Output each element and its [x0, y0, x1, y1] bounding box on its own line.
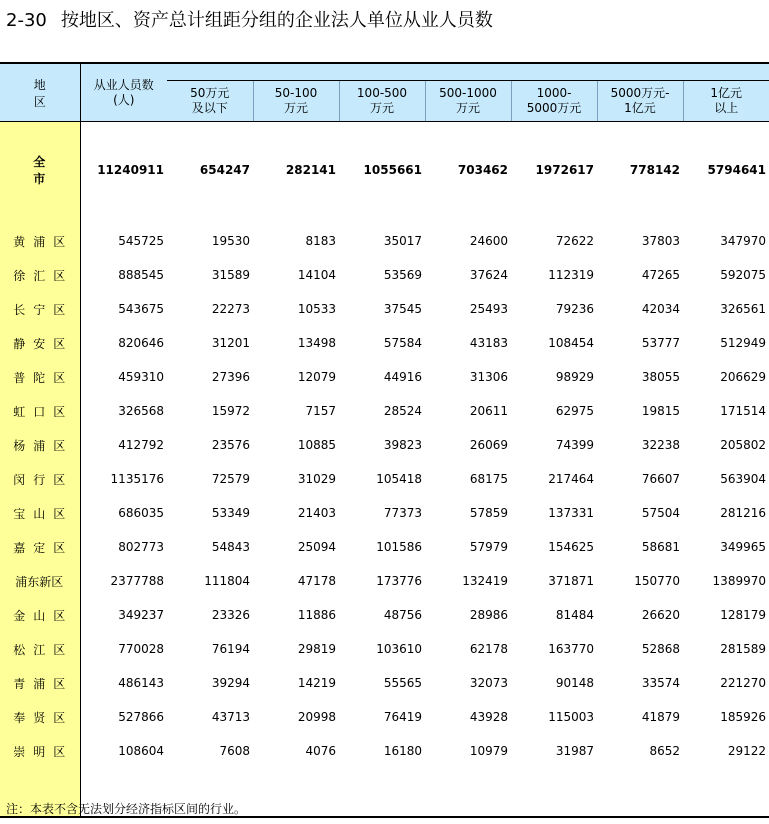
value-cell: 53569 [383, 268, 422, 282]
value-cell: 686035 [118, 506, 164, 520]
value-cell: 347970 [720, 234, 766, 248]
table-title-text: 按地区、资产总计组距分组的企业法人单位从业人员数 [60, 10, 493, 31]
value-cell: 7608 [219, 744, 250, 758]
value-cell: 115003 [548, 710, 594, 724]
region-name: 宝山区 [0, 496, 80, 530]
region-name: 普陀区 [0, 360, 80, 394]
value-cell: 47178 [297, 574, 336, 588]
value-cell: 12079 [297, 370, 336, 384]
value-cell: 412792 [118, 438, 164, 452]
value-cell: 81484 [555, 608, 594, 622]
value-cell: 27396 [211, 370, 250, 384]
value-cell: 281216 [720, 506, 766, 520]
table-row [0, 700, 769, 734]
value-cell: 326568 [118, 404, 164, 418]
region-name: 长宁区 [0, 292, 80, 326]
data-table [0, 62, 769, 818]
value-cell: 459310 [118, 370, 164, 384]
table-row [0, 326, 769, 360]
value-cell: 47265 [641, 268, 680, 282]
table-row [0, 564, 769, 598]
value-cell: 10533 [297, 302, 336, 316]
value-cell: 22273 [211, 302, 250, 316]
value-cell: 16180 [383, 744, 422, 758]
total-row [0, 122, 769, 219]
value-cell: 4076 [305, 744, 336, 758]
value-cell: 25094 [297, 540, 336, 554]
value-cell: 57859 [469, 506, 508, 520]
value-cell: 43713 [211, 710, 250, 724]
region-name: 浦东新区 [0, 564, 80, 598]
value-cell: 20611 [469, 404, 508, 418]
value-cell: 72579 [211, 472, 250, 486]
header-group-cell: 100-500 万元 [339, 81, 425, 122]
value-cell: 545725 [118, 234, 164, 248]
value-cell: 137331 [548, 506, 594, 520]
header-group-cell: 1000- 5000万元 [511, 81, 597, 122]
header-employees-line1: 从业人员数 [93, 77, 154, 92]
value-cell: 592075 [720, 268, 766, 282]
value-cell: 44916 [383, 370, 422, 384]
value-cell: 90148 [555, 676, 594, 690]
value-cell: 281589 [720, 642, 766, 656]
value-cell: 206629 [720, 370, 766, 384]
value-cell: 103610 [376, 642, 422, 656]
value-cell: 62178 [469, 642, 508, 656]
value-cell: 543675 [118, 302, 164, 316]
table-row [0, 224, 769, 258]
value-cell: 11240911 [97, 163, 164, 177]
value-cell: 217464 [548, 472, 594, 486]
header-group-cell: 5000万元- 1亿元 [597, 81, 683, 122]
value-cell: 76419 [383, 710, 422, 724]
table-row [0, 394, 769, 428]
value-cell: 52868 [641, 642, 680, 656]
value-cell: 101586 [376, 540, 422, 554]
table-row [0, 258, 769, 292]
value-cell: 74399 [555, 438, 594, 452]
region-name: 青浦区 [0, 666, 80, 700]
header-region: 地 区 [0, 63, 80, 122]
value-cell: 703462 [457, 163, 508, 177]
value-cell: 25493 [469, 302, 508, 316]
value-cell: 29819 [297, 642, 336, 656]
value-cell: 154625 [548, 540, 594, 554]
value-cell: 19530 [211, 234, 250, 248]
value-cell: 39823 [383, 438, 422, 452]
value-cell: 2377788 [110, 574, 164, 588]
value-cell: 486143 [118, 676, 164, 690]
value-cell: 31589 [211, 268, 250, 282]
value-cell: 37545 [383, 302, 422, 316]
value-cell: 1055661 [363, 163, 422, 177]
value-cell: 770028 [118, 642, 164, 656]
value-cell: 150770 [634, 574, 680, 588]
value-cell: 112319 [548, 268, 594, 282]
value-cell: 111804 [204, 574, 250, 588]
value-cell: 14219 [297, 676, 336, 690]
value-cell: 282141 [285, 163, 336, 177]
value-cell: 171514 [720, 404, 766, 418]
value-cell: 105418 [376, 472, 422, 486]
value-cell: 43183 [469, 336, 508, 350]
value-cell: 20998 [297, 710, 336, 724]
table-row [0, 666, 769, 700]
value-cell: 39294 [211, 676, 250, 690]
value-cell: 185926 [720, 710, 766, 724]
header-group-cell: 50万元 及以下 [167, 81, 253, 122]
region-name: 虹口区 [0, 394, 80, 428]
value-cell: 42034 [641, 302, 680, 316]
region-name: 奉贤区 [0, 700, 80, 734]
value-cell: 58681 [641, 540, 680, 554]
table-number: 2-30 [6, 10, 47, 31]
value-cell: 173776 [376, 574, 422, 588]
value-cell: 37803 [641, 234, 680, 248]
value-cell: 1135176 [110, 472, 164, 486]
value-cell: 10885 [297, 438, 336, 452]
value-cell: 26620 [641, 608, 680, 622]
value-cell: 32238 [641, 438, 680, 452]
value-cell: 349965 [720, 540, 766, 554]
value-cell: 57979 [469, 540, 508, 554]
value-cell: 11886 [297, 608, 336, 622]
value-cell: 32073 [469, 676, 508, 690]
value-cell: 54843 [211, 540, 250, 554]
value-cell: 802773 [118, 540, 164, 554]
table-row [0, 496, 769, 530]
table-note: 注：本表不含无法划分经济指标区间的行业。 [6, 802, 247, 816]
value-cell: 62975 [555, 404, 594, 418]
value-cell: 820646 [118, 336, 164, 350]
header-group-cell: 500-1000 万元 [425, 81, 511, 122]
region-name: 静安区 [0, 326, 80, 360]
value-cell: 132419 [462, 574, 508, 588]
value-cell: 57504 [641, 506, 680, 520]
region-name: 黄浦区 [0, 224, 80, 258]
value-cell: 15972 [211, 404, 250, 418]
value-cell: 563904 [720, 472, 766, 486]
value-cell: 527866 [118, 710, 164, 724]
value-cell: 23326 [211, 608, 250, 622]
value-cell: 1389970 [712, 574, 766, 588]
value-cell: 19815 [641, 404, 680, 418]
region-name: 全市 [0, 122, 80, 219]
value-cell: 38055 [641, 370, 680, 384]
value-cell: 778142 [629, 163, 680, 177]
table-row [0, 462, 769, 496]
value-cell: 13498 [297, 336, 336, 350]
value-cell: 53777 [641, 336, 680, 350]
value-cell: 23576 [211, 438, 250, 452]
region-name: 松江区 [0, 632, 80, 666]
value-cell: 108454 [548, 336, 594, 350]
table-row [0, 734, 769, 768]
value-cell: 79236 [555, 302, 594, 316]
value-cell: 77373 [383, 506, 422, 520]
table-row [0, 428, 769, 462]
value-cell: 205802 [720, 438, 766, 452]
value-cell: 28986 [469, 608, 508, 622]
value-cell: 349237 [118, 608, 164, 622]
region-name: 杨浦区 [0, 428, 80, 462]
value-cell: 68175 [469, 472, 508, 486]
region-name: 嘉定区 [0, 530, 80, 564]
value-cell: 55565 [383, 676, 422, 690]
value-cell: 7157 [305, 404, 336, 418]
value-cell: 163770 [548, 642, 594, 656]
value-cell: 76194 [211, 642, 250, 656]
value-cell: 108604 [118, 744, 164, 758]
region-name: 崇明区 [0, 734, 80, 768]
value-cell: 888545 [118, 268, 164, 282]
value-cell: 21403 [297, 506, 336, 520]
value-cell: 43928 [469, 710, 508, 724]
value-cell: 31029 [297, 472, 336, 486]
header-group-cell: 50-100 万元 [253, 81, 339, 122]
value-cell: 26069 [469, 438, 508, 452]
value-cell: 57584 [383, 336, 422, 350]
header-employees [80, 63, 167, 122]
table-row [0, 598, 769, 632]
value-cell: 8652 [649, 744, 680, 758]
header-group-span [167, 63, 769, 81]
value-cell: 98929 [555, 370, 594, 384]
value-cell: 371871 [548, 574, 594, 588]
value-cell: 128179 [720, 608, 766, 622]
value-cell: 41879 [641, 710, 680, 724]
value-cell: 512949 [720, 336, 766, 350]
table-row [0, 632, 769, 666]
value-cell: 14104 [297, 268, 336, 282]
value-cell: 37624 [469, 268, 508, 282]
header-employees-line2: (人) [113, 92, 135, 107]
value-cell: 53349 [211, 506, 250, 520]
region-name: 徐汇区 [0, 258, 80, 292]
value-cell: 31201 [211, 336, 250, 350]
value-cell: 10979 [469, 744, 508, 758]
value-cell: 35017 [383, 234, 422, 248]
table-row [0, 530, 769, 564]
value-cell: 48756 [383, 608, 422, 622]
value-cell: 5794641 [707, 163, 766, 177]
value-cell: 8183 [305, 234, 336, 248]
value-cell: 326561 [720, 302, 766, 316]
value-cell: 28524 [383, 404, 422, 418]
table-title [6, 6, 493, 32]
value-cell: 221270 [720, 676, 766, 690]
region-name: 金山区 [0, 598, 80, 632]
value-cell: 654247 [199, 163, 250, 177]
header-row-top [0, 63, 769, 81]
table-row [0, 292, 769, 326]
header-group-cell: 1亿元 以上 [683, 81, 769, 122]
value-cell: 76607 [641, 472, 680, 486]
value-cell: 31306 [469, 370, 508, 384]
region-name: 闵行区 [0, 462, 80, 496]
value-cell: 33574 [641, 676, 680, 690]
value-cell: 29122 [727, 744, 766, 758]
value-cell: 31987 [555, 744, 594, 758]
value-cell: 1972617 [535, 163, 594, 177]
table-row [0, 360, 769, 394]
value-cell: 72622 [555, 234, 594, 248]
value-cell: 24600 [469, 234, 508, 248]
